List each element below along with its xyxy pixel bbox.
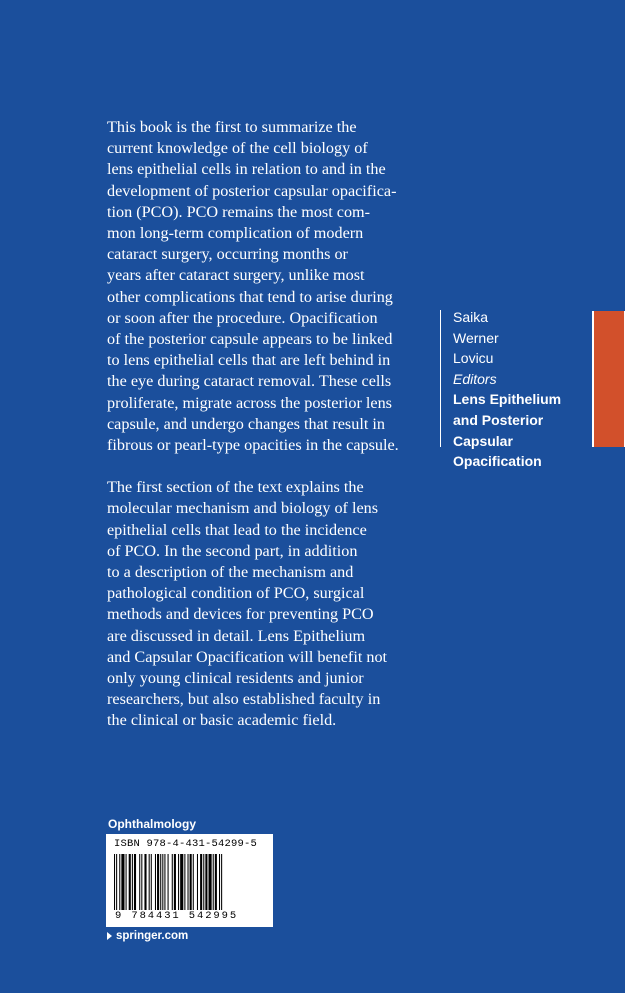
blurb bbox=[107, 117, 427, 732]
spine-color-tab bbox=[592, 311, 625, 447]
blurb-paragraph-1: This book is the first to summarize the current knowledge of the cell biology of lens epithelial cells in relation to and in the development of posterior capsular opacifica- tion (PCO). PCO remains the most com- mon long-term complication of modern cataract surgery, occurring months or years after cataract surgery, unlike most other complications that tend to arise during or soon after the procedure. Opacification of the posterior capsule appears to be linked to lens epithelial cells that are left behind in the eye during cataract removal. These cells proliferate, migrate across the posterior lens capsule, and undergo changes that result in fibrous or pearl-type opacities in the capsule. bbox=[107, 118, 399, 455]
barcode-label bbox=[106, 834, 273, 927]
book-title-line-4: Opacification bbox=[453, 453, 542, 470]
publisher-link[interactable] bbox=[107, 930, 188, 942]
book-title-line-1: Lens Epithelium bbox=[453, 391, 562, 408]
editor-lovicu: Lovicu bbox=[453, 350, 494, 367]
editor-saika: Saika bbox=[453, 309, 489, 325]
book-title-line-2: and Posterior bbox=[453, 411, 544, 428]
editor-werner: Werner bbox=[453, 329, 499, 346]
isbn-text: ISBN 978-4-431-54299-5 bbox=[114, 838, 258, 850]
ean-digits: 9 784431 542995 bbox=[115, 910, 239, 922]
blurb-paragraph-2: The first section of the text explains the molecular mechanism and biology of lens epithelial cells that lead to the incidence of PCO. In the second part, in addition to a description of the mechanism and pathological condition of PCO, surgical methods and devices for preventing PCO are discussed in detail. Lens Epithelium and Capsular Opacification will benefit not only young clinical residents and junior researchers, but also established faculty in the clinical or basic academic field. bbox=[107, 478, 388, 730]
subject-category: Ophthalmology bbox=[108, 817, 196, 831]
side-divider bbox=[440, 310, 441, 447]
side-credits bbox=[453, 307, 583, 472]
publisher-website: springer.com bbox=[116, 930, 189, 942]
book-title-line-3: Capsular bbox=[453, 432, 513, 449]
editors-label: Editors bbox=[453, 370, 497, 387]
barcode-image bbox=[114, 854, 265, 914]
arrow-right-icon bbox=[107, 932, 112, 940]
